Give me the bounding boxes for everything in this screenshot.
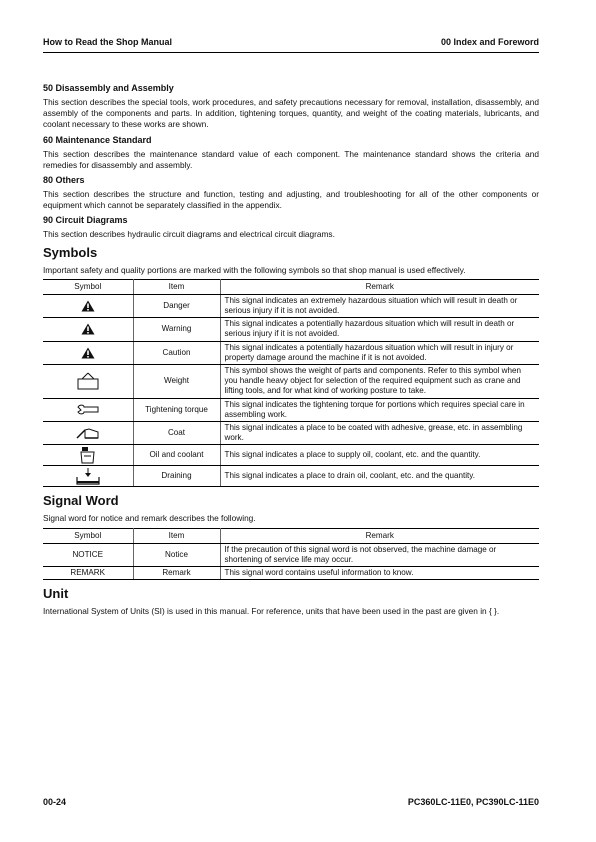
section-title: 80 Others (43, 175, 85, 186)
item-cell: Weight (133, 365, 220, 399)
draining-icon (75, 467, 101, 485)
table-header-row (43, 279, 539, 294)
signal-word-table (43, 528, 539, 581)
section-50 (43, 82, 539, 131)
item-cell: Caution (133, 341, 220, 364)
remark-cell: This signal word contains useful information to know. (220, 567, 539, 580)
remark-cell: If the precaution of this signal word is not observed, the machine damage or shortening of service life may occur. (220, 543, 539, 566)
item-cell: Notice (133, 543, 220, 566)
symbols-table (43, 279, 539, 488)
item-cell: Tightening torque (133, 398, 220, 421)
remark-cell: This signal indicates a place to be coated with adhesive, grease, etc. in assembling work. (220, 422, 539, 445)
page-content (43, 82, 539, 620)
section-60 (43, 134, 539, 171)
header-rule (43, 52, 539, 53)
remark-cell: This signal indicates the tightening torque for portions which requires special care in assembling work. (220, 398, 539, 421)
section-80 (43, 174, 539, 211)
model-numbers: PC360LC-11E0, PC390LC-11E0 (407, 797, 539, 807)
signal-word-heading: Signal Word (43, 493, 119, 509)
table-row (43, 466, 539, 487)
column-header-item: Item (133, 528, 220, 543)
remark-cell: This symbol shows the weight of parts and components. Refer to this symbol when you handle heavy object for selection of the required equipment such as crane and lifting tools, and for what kind of working posture to take. (220, 365, 539, 399)
remark-cell: This signal indicates a potentially hazardous situation which will result in death or serious injury if it is not avoided. (220, 318, 539, 341)
column-header-symbol: Symbol (43, 279, 133, 294)
danger-icon (81, 300, 95, 312)
unit-text: International System of Units (SI) is used in this manual. For reference, units that have been used in the past are given in { }. (43, 606, 500, 617)
item-cell: Coat (133, 422, 220, 445)
table-row (43, 422, 539, 445)
warning-icon (81, 323, 95, 335)
tightening-torque-icon (76, 404, 100, 416)
table-row (43, 543, 539, 566)
item-cell: Oil and coolant (133, 445, 220, 466)
symbol-cell: NOTICE (43, 543, 133, 566)
section-title: 90 Circuit Diagrams (43, 215, 128, 226)
page-footer (43, 797, 539, 807)
remark-cell: This signal indicates a place to supply oil, coolant, etc. and the quantity. (220, 445, 539, 466)
column-header-symbol: Symbol (43, 528, 133, 543)
table-row (43, 294, 539, 317)
remark-cell: This signal indicates a potentially hazardous situation which will result in injury or property damage around the machine if it is not avoided. (220, 341, 539, 364)
item-cell: Warning (133, 318, 220, 341)
table-header-row (43, 528, 539, 543)
weight-icon (76, 372, 100, 390)
symbols-intro: Important safety and quality portions are marked with the following symbols so that shop manual is used effectively. (43, 264, 466, 275)
signal-word-intro: Signal word for notice and remark describes the following. (43, 513, 256, 524)
symbol-cell: REMARK (43, 567, 133, 580)
remark-cell: This signal indicates an extremely hazardous situation which will result in death or serious injury if it is not avoided. (220, 294, 539, 317)
column-header-remark: Remark (220, 279, 539, 294)
oil-and-coolant-icon (79, 446, 97, 464)
coat-icon (76, 426, 100, 440)
page-number: 00-24 (43, 797, 67, 807)
page-header (43, 37, 539, 51)
column-header-item: Item (133, 279, 220, 294)
table-row (43, 341, 539, 364)
symbols-heading: Symbols (43, 244, 98, 260)
table-row (43, 567, 539, 580)
section-90 (43, 214, 539, 240)
item-cell: Draining (133, 466, 220, 487)
section-title: 50 Disassembly and Assembly (43, 83, 174, 93)
remark-cell: This signal indicates a place to drain oil, coolant, etc. and the quantity. (220, 466, 539, 487)
section-text: This section describes the special tools, work procedures, and safety precautions necessary for removal, installation, disassembly, and assembly of the components and parts. In addition, tightening torques, quantity, and weight of the coating materials, lubricants, and coolant necessary to these works are shown. (43, 97, 539, 130)
section-text: This section describes the structure and function, testing and adjusting, and troubleshooting for all of the other components or equipment which cannot be separately classified in the appendix. (43, 189, 539, 211)
column-header-remark: Remark (220, 528, 539, 543)
table-row (43, 365, 539, 399)
table-row (43, 398, 539, 421)
section-text: This section describes the maintenance standard value of each component. The maintenance standard shows the criteria and remedies for disassembly and assembly. (43, 148, 539, 170)
section-title: 60 Maintenance Standard (43, 134, 152, 145)
section-text: This section describes hydraulic circuit diagrams and electrical circuit diagrams. (43, 229, 335, 240)
unit-heading: Unit (43, 586, 69, 602)
header-title: How to Read the Shop Manual (43, 37, 173, 47)
item-cell: Remark (133, 567, 220, 580)
table-row (43, 445, 539, 466)
header-chapter: 00 Index and Foreword (440, 37, 539, 47)
table-row (43, 318, 539, 341)
caution-icon (81, 347, 95, 359)
item-cell: Danger (133, 294, 220, 317)
